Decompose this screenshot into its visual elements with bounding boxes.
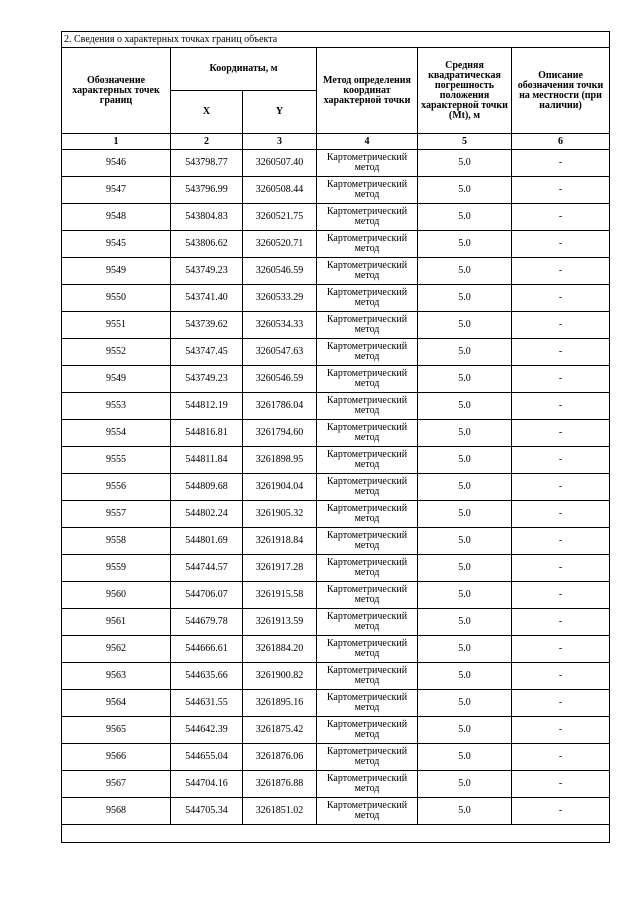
error-cell: 5.0 (418, 366, 512, 393)
description-cell: - (512, 528, 610, 555)
coord-y-cell: 3261884.20 (243, 636, 317, 663)
header-error: Средняя квадратическая погрешность положения характерной точки (Mt), м (418, 48, 512, 134)
method-cell: Картометрический метод (317, 528, 418, 555)
point-id-cell: 9565 (62, 717, 171, 744)
table-row (62, 366, 610, 393)
error-cell: 5.0 (418, 258, 512, 285)
point-id-cell: 9564 (62, 690, 171, 717)
method-cell: Картометрический метод (317, 609, 418, 636)
coord-y-cell: 3261905.32 (243, 501, 317, 528)
header-y: Y (243, 91, 317, 134)
table-row (62, 474, 610, 501)
coord-y-cell: 3260546.59 (243, 366, 317, 393)
coord-x-cell: 544704.16 (171, 771, 243, 798)
description-cell: - (512, 420, 610, 447)
error-cell: 5.0 (418, 744, 512, 771)
error-cell: 5.0 (418, 393, 512, 420)
coord-y-cell: 3261915.58 (243, 582, 317, 609)
description-cell: - (512, 393, 610, 420)
point-id-cell: 9551 (62, 312, 171, 339)
table-row (62, 663, 610, 690)
coord-x-cell: 543741.40 (171, 285, 243, 312)
method-cell: Картометрический метод (317, 744, 418, 771)
empty-footer-cell (62, 825, 610, 843)
coord-x-cell: 544655.04 (171, 744, 243, 771)
description-cell: - (512, 609, 610, 636)
error-cell: 5.0 (418, 474, 512, 501)
coord-x-cell: 543806.62 (171, 231, 243, 258)
coord-x-cell: 544642.39 (171, 717, 243, 744)
method-cell: Картометрический метод (317, 285, 418, 312)
description-cell: - (512, 636, 610, 663)
coord-y-cell: 3260508.44 (243, 177, 317, 204)
table-row (62, 177, 610, 204)
boundary-points-table (61, 31, 610, 843)
point-id-cell: 9553 (62, 393, 171, 420)
error-cell: 5.0 (418, 636, 512, 663)
table-caption: 2. Сведения о характерных точках границ объекта (62, 32, 610, 48)
coord-y-cell: 3261898.95 (243, 447, 317, 474)
method-cell: Картометрический метод (317, 690, 418, 717)
column-number: 5 (418, 134, 512, 150)
coord-y-cell: 3261904.04 (243, 474, 317, 501)
coord-y-cell: 3261895.16 (243, 690, 317, 717)
point-id-cell: 9556 (62, 474, 171, 501)
coord-y-cell: 3261794.60 (243, 420, 317, 447)
description-cell: - (512, 555, 610, 582)
table-row (62, 447, 610, 474)
coord-y-cell: 3260546.59 (243, 258, 317, 285)
point-id-cell: 9557 (62, 501, 171, 528)
method-cell: Картометрический метод (317, 798, 418, 825)
error-cell: 5.0 (418, 663, 512, 690)
description-cell: - (512, 771, 610, 798)
description-cell: - (512, 744, 610, 771)
coord-y-cell: 3260533.29 (243, 285, 317, 312)
error-cell: 5.0 (418, 690, 512, 717)
description-cell: - (512, 366, 610, 393)
points-sheet (61, 31, 609, 843)
table-row (62, 744, 610, 771)
table-row (62, 420, 610, 447)
description-cell: - (512, 312, 610, 339)
error-cell: 5.0 (418, 501, 512, 528)
point-id-cell: 9567 (62, 771, 171, 798)
point-id-cell: 9561 (62, 609, 171, 636)
method-cell: Картометрический метод (317, 366, 418, 393)
method-cell: Картометрический метод (317, 771, 418, 798)
point-id-cell: 9546 (62, 150, 171, 177)
error-cell: 5.0 (418, 420, 512, 447)
point-id-cell: 9554 (62, 420, 171, 447)
table-row (62, 555, 610, 582)
method-cell: Картометрический метод (317, 501, 418, 528)
point-id-cell: 9548 (62, 204, 171, 231)
coord-y-cell: 3261851.02 (243, 798, 317, 825)
method-cell: Картометрический метод (317, 177, 418, 204)
table-row (62, 258, 610, 285)
coord-y-cell: 3260507.40 (243, 150, 317, 177)
table-row (62, 204, 610, 231)
coord-x-cell: 543749.23 (171, 366, 243, 393)
point-id-cell: 9549 (62, 258, 171, 285)
coord-y-cell: 3261918.84 (243, 528, 317, 555)
description-cell: - (512, 339, 610, 366)
column-number: 3 (243, 134, 317, 150)
coord-y-cell: 3261876.06 (243, 744, 317, 771)
header-method: Метод определения координат характерной точки (317, 48, 418, 134)
column-number: 2 (171, 134, 243, 150)
method-cell: Картометрический метод (317, 447, 418, 474)
description-cell: - (512, 204, 610, 231)
coord-x-cell: 544811.84 (171, 447, 243, 474)
description-cell: - (512, 285, 610, 312)
description-cell: - (512, 150, 610, 177)
point-id-cell: 9560 (62, 582, 171, 609)
error-cell: 5.0 (418, 339, 512, 366)
table-row (62, 285, 610, 312)
coord-x-cell: 544744.57 (171, 555, 243, 582)
coord-y-cell: 3261913.59 (243, 609, 317, 636)
coord-x-cell: 544812.19 (171, 393, 243, 420)
coord-x-cell: 544802.24 (171, 501, 243, 528)
method-cell: Картометрический метод (317, 582, 418, 609)
method-cell: Картометрический метод (317, 339, 418, 366)
coord-x-cell: 544631.55 (171, 690, 243, 717)
table-row (62, 528, 610, 555)
coord-x-cell: 544666.61 (171, 636, 243, 663)
coord-y-cell: 3260547.63 (243, 339, 317, 366)
header-designation: Обозначение характерных точек границ (62, 48, 171, 134)
point-id-cell: 9547 (62, 177, 171, 204)
point-id-cell: 9552 (62, 339, 171, 366)
point-id-cell: 9562 (62, 636, 171, 663)
error-cell: 5.0 (418, 582, 512, 609)
error-cell: 5.0 (418, 798, 512, 825)
method-cell: Картометрический метод (317, 258, 418, 285)
coord-y-cell: 3261786.04 (243, 393, 317, 420)
error-cell: 5.0 (418, 717, 512, 744)
column-number: 4 (317, 134, 418, 150)
header-x: X (171, 91, 243, 134)
table-row (62, 339, 610, 366)
description-cell: - (512, 690, 610, 717)
table-row (62, 717, 610, 744)
method-cell: Картометрический метод (317, 420, 418, 447)
point-id-cell: 9559 (62, 555, 171, 582)
table-row (62, 798, 610, 825)
point-id-cell: 9550 (62, 285, 171, 312)
coord-x-cell: 544816.81 (171, 420, 243, 447)
error-cell: 5.0 (418, 447, 512, 474)
error-cell: 5.0 (418, 609, 512, 636)
description-cell: - (512, 501, 610, 528)
column-numbers-row (62, 134, 610, 150)
coord-x-cell: 544706.07 (171, 582, 243, 609)
coord-x-cell: 544705.34 (171, 798, 243, 825)
coord-y-cell: 3260521.75 (243, 204, 317, 231)
point-id-cell: 9566 (62, 744, 171, 771)
coord-x-cell: 544635.66 (171, 663, 243, 690)
description-cell: - (512, 798, 610, 825)
coord-x-cell: 543798.77 (171, 150, 243, 177)
coord-y-cell: 3261900.82 (243, 663, 317, 690)
method-cell: Картометрический метод (317, 636, 418, 663)
point-id-cell: 9555 (62, 447, 171, 474)
table-row (62, 231, 610, 258)
error-cell: 5.0 (418, 555, 512, 582)
method-cell: Картометрический метод (317, 393, 418, 420)
method-cell: Картометрический метод (317, 717, 418, 744)
error-cell: 5.0 (418, 204, 512, 231)
description-cell: - (512, 474, 610, 501)
error-cell: 5.0 (418, 177, 512, 204)
column-number: 1 (62, 134, 171, 150)
method-cell: Картометрический метод (317, 204, 418, 231)
table-footer-row (62, 825, 610, 843)
error-cell: 5.0 (418, 312, 512, 339)
description-cell: - (512, 258, 610, 285)
header-description: Описание обозначения точки на местности (при наличии) (512, 48, 610, 134)
method-cell: Картометрический метод (317, 663, 418, 690)
error-cell: 5.0 (418, 528, 512, 555)
method-cell: Картометрический метод (317, 231, 418, 258)
coord-x-cell: 544679.78 (171, 609, 243, 636)
description-cell: - (512, 177, 610, 204)
coord-y-cell: 3260520.71 (243, 231, 317, 258)
point-id-cell: 9545 (62, 231, 171, 258)
table-row (62, 690, 610, 717)
table-row (62, 150, 610, 177)
coord-x-cell: 543747.45 (171, 339, 243, 366)
table-row (62, 636, 610, 663)
error-cell: 5.0 (418, 150, 512, 177)
table-row (62, 582, 610, 609)
table-row (62, 609, 610, 636)
method-cell: Картометрический метод (317, 150, 418, 177)
header-coordinates: Координаты, м (171, 48, 317, 91)
point-id-cell: 9558 (62, 528, 171, 555)
coord-x-cell: 543749.23 (171, 258, 243, 285)
coord-y-cell: 3261875.42 (243, 717, 317, 744)
description-cell: - (512, 447, 610, 474)
error-cell: 5.0 (418, 231, 512, 258)
coord-y-cell: 3261876.88 (243, 771, 317, 798)
method-cell: Картометрический метод (317, 474, 418, 501)
coord-x-cell: 543804.83 (171, 204, 243, 231)
table-row (62, 393, 610, 420)
coord-y-cell: 3260534.33 (243, 312, 317, 339)
coord-x-cell: 543796.99 (171, 177, 243, 204)
coord-x-cell: 544809.68 (171, 474, 243, 501)
method-cell: Картометрический метод (317, 555, 418, 582)
method-cell: Картометрический метод (317, 312, 418, 339)
table-row (62, 771, 610, 798)
error-cell: 5.0 (418, 771, 512, 798)
column-number: 6 (512, 134, 610, 150)
point-id-cell: 9549 (62, 366, 171, 393)
point-id-cell: 9563 (62, 663, 171, 690)
description-cell: - (512, 717, 610, 744)
point-id-cell: 9568 (62, 798, 171, 825)
coord-x-cell: 544801.69 (171, 528, 243, 555)
description-cell: - (512, 582, 610, 609)
coord-x-cell: 543739.62 (171, 312, 243, 339)
error-cell: 5.0 (418, 285, 512, 312)
description-cell: - (512, 663, 610, 690)
table-row (62, 501, 610, 528)
coord-y-cell: 3261917.28 (243, 555, 317, 582)
description-cell: - (512, 231, 610, 258)
table-row (62, 312, 610, 339)
